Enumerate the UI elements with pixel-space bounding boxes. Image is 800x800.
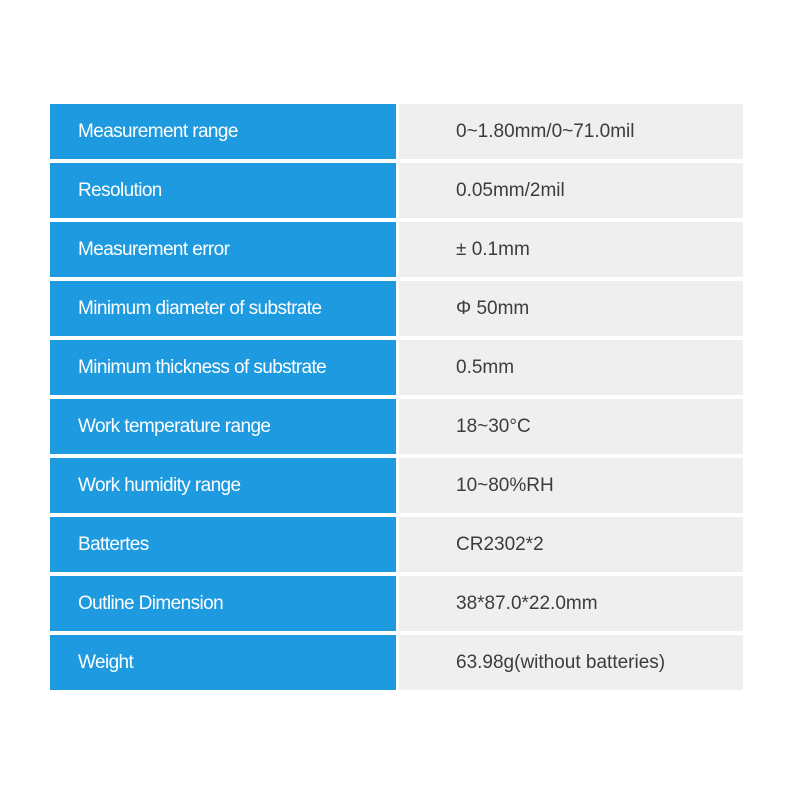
- spec-row-work-temperature: [50, 399, 743, 454]
- spec-row-measurement-range: [50, 104, 743, 159]
- spec-value: ± 0.1mm: [399, 222, 743, 277]
- spec-row-outline-dimension: [50, 576, 743, 631]
- spec-label: Battertes: [50, 517, 396, 572]
- spec-label: Work humidity range: [50, 458, 396, 513]
- spec-row-weight: [50, 635, 743, 690]
- spec-value: 0.05mm/2mil: [399, 163, 743, 218]
- spec-value: 18~30°C: [399, 399, 743, 454]
- spec-label: Minimum diameter of substrate: [50, 281, 396, 336]
- spec-table: [50, 104, 743, 690]
- spec-value: 38*87.0*22.0mm: [399, 576, 743, 631]
- spec-row-batteries: [50, 517, 743, 572]
- spec-value: 10~80%RH: [399, 458, 743, 513]
- spec-value: Φ 50mm: [399, 281, 743, 336]
- spec-row-min-diameter: [50, 281, 743, 336]
- spec-value: 0.5mm: [399, 340, 743, 395]
- spec-label: Outline Dimension: [50, 576, 396, 631]
- spec-row-min-thickness: [50, 340, 743, 395]
- spec-label: Work temperature range: [50, 399, 396, 454]
- spec-label: Resolution: [50, 163, 396, 218]
- spec-value: 63.98g(without batteries): [399, 635, 743, 690]
- spec-value: CR2302*2: [399, 517, 743, 572]
- spec-label: Weight: [50, 635, 396, 690]
- spec-value: 0~1.80mm/0~71.0mil: [399, 104, 743, 159]
- spec-label: Minimum thickness of substrate: [50, 340, 396, 395]
- spec-row-work-humidity: [50, 458, 743, 513]
- spec-row-resolution: [50, 163, 743, 218]
- spec-label: Measurement error: [50, 222, 396, 277]
- spec-row-measurement-error: [50, 222, 743, 277]
- spec-label: Measurement range: [50, 104, 396, 159]
